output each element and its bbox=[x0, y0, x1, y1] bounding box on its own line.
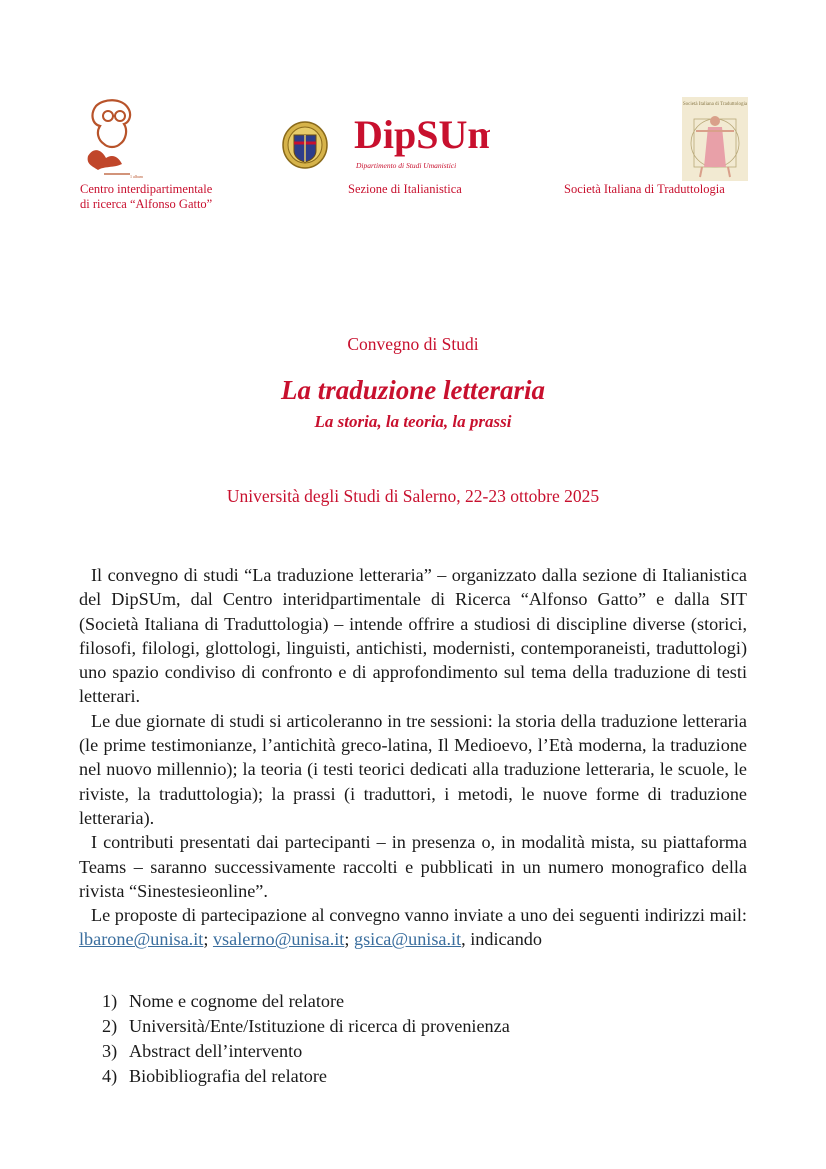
list-item-text: Università/Ente/Istituzione di ricerca di provenienza bbox=[129, 1016, 510, 1036]
alfonso-gatto-logo bbox=[78, 96, 148, 180]
list-item-number: 4) bbox=[102, 1066, 118, 1086]
list-item bbox=[102, 989, 742, 1014]
paragraph-submission bbox=[79, 903, 747, 952]
list-item-number: 3) bbox=[102, 1041, 118, 1061]
dipsum-logo-subtext: Dipartimento di Studi Umanistici bbox=[356, 161, 457, 170]
gatto-center-label bbox=[80, 182, 280, 212]
list-item-text: Abstract dell’intervento bbox=[129, 1041, 303, 1061]
requirements-list bbox=[102, 989, 742, 1089]
gatto-center-label-line1: Centro interdipartimentale bbox=[80, 182, 213, 196]
sit-logo bbox=[682, 97, 748, 181]
conference-place-date: Università degli Studi di Salerno, 22-23 ottobre 2025 bbox=[226, 486, 600, 506]
conference-title: La traduzione letteraria bbox=[280, 375, 545, 405]
dipsum-logo-text: DipSUm bbox=[354, 112, 490, 157]
university-seal-logo bbox=[282, 121, 328, 169]
email-separator: ; bbox=[344, 929, 354, 950]
gatto-center-label-line2: di ricerca “Alfonso Gatto” bbox=[80, 197, 213, 211]
italianistica-label: Sezione di Italianistica bbox=[348, 182, 462, 196]
sit-label: Società Italiana di Traduttologia bbox=[564, 182, 725, 196]
list-item-number: 1) bbox=[102, 991, 118, 1011]
list-item-number: 2) bbox=[102, 1016, 118, 1036]
vitruvian-emblem-icon bbox=[682, 97, 748, 181]
svg-text:1 album: 1 album bbox=[130, 174, 143, 179]
email-link-gsica[interactable]: gsica@unisa.it bbox=[353, 929, 462, 950]
dipsum-logo-mark bbox=[354, 108, 490, 174]
email-link-lbarone[interactable]: lbarone@unisa.it bbox=[79, 929, 204, 950]
dipsum-logo bbox=[354, 108, 490, 174]
paragraph-intro: Il convegno di studi “La traduzione letteraria” – organizzato dalla sezione di Italianistica del DipSUm, dal Centro interidpartimentale di Ricerca “Alfonso Gatto” e dalla SIT (Società Italiana di Traduttologia) – intende offrire a studiosi di discipline diverse (storici, filosofi, filologi, glottologi, linguisti, antichisti, modernisti, contemporaneisti, traduttologi) uno spazio condiviso di confronto e di approfondimento sul tema della traduzione di testi letterari. bbox=[79, 565, 747, 707]
sit-logo-text: Società Italiana di Traduttologia bbox=[682, 102, 748, 107]
paragraph-sessions: Le due giornate di studi si articoleranno in tre sessioni: la storia della traduzione letteraria (le prime testimonianze, l’antichità greco-latina, Il Medioevo, l’Età moderna, la traduzione nel nuovo millennio); la teoria (i testi teorici dedicati alla traduzione letteraria, le scuole, le riviste, la traduttologia); la prassi (i traduttori, i metodi, le nuove forme di traduzione letteraria). bbox=[79, 710, 747, 828]
conference-kicker: Convegno di Studi bbox=[347, 334, 479, 354]
submission-outro: , indicando bbox=[461, 929, 542, 950]
email-separator: ; bbox=[203, 929, 213, 950]
list-item bbox=[102, 1039, 742, 1064]
paragraph-publication: I contributi presentati dai partecipanti – in presenza o, in modalità mista, su piattaforma Teams – saranno successivamente raccolti e pubblicati in un numero monografico della rivista “Sinestesieonline”. bbox=[79, 832, 747, 901]
list-item bbox=[102, 1064, 742, 1089]
conference-subtitle: La storia, la teoria, la prassi bbox=[314, 412, 512, 431]
email-link-vsalerno[interactable]: vsalerno@unisa.it bbox=[212, 929, 345, 950]
list-item bbox=[102, 1014, 742, 1039]
list-item-text: Nome e cognome del relatore bbox=[129, 991, 345, 1011]
submission-intro: Le proposte di partecipazione al convegno vanno inviate a uno dei seguenti indirizzi mail: bbox=[91, 905, 747, 926]
list-item-text: Biobibliografia del relatore bbox=[129, 1066, 327, 1086]
body-text bbox=[79, 563, 747, 952]
